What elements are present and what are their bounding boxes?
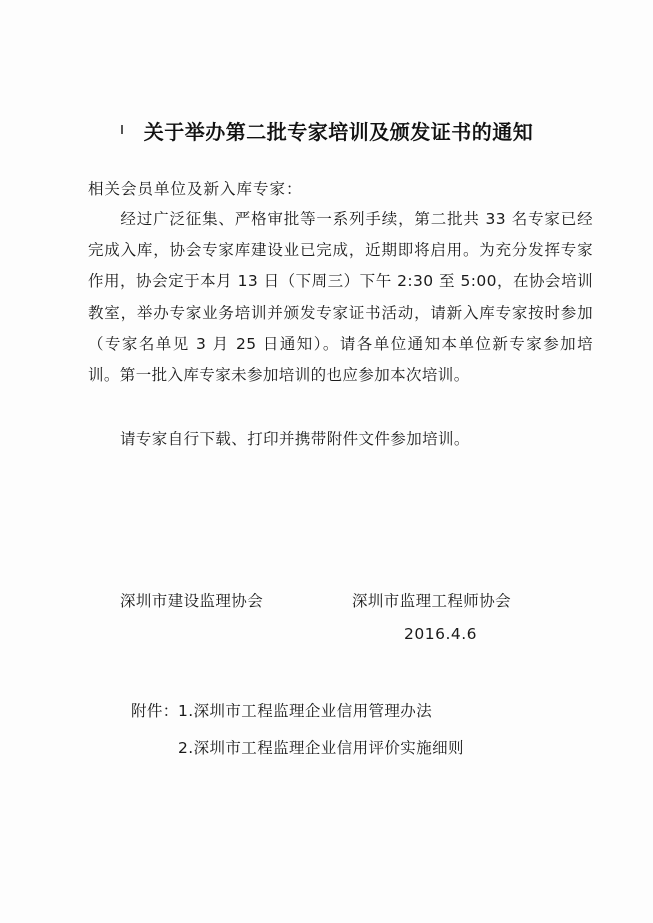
attachments-label: 附件： <box>131 702 179 720</box>
attachment-item: 2.深圳市工程监理企业信用评价实施细则 <box>178 739 464 757</box>
body-paragraph-2 <box>88 427 470 449</box>
document-title: 关于举办第二批专家培训及颁发证书的通知 <box>143 120 534 144</box>
signature-date: 2016.4.6 <box>404 625 478 643</box>
attachment-item: 1.深圳市工程监理企业信用管理办法 <box>178 702 433 720</box>
signature-org-construction: 深圳市建设监理协会 <box>120 592 264 610</box>
signature-org-engineers: 深圳市监理工程师协会 <box>352 592 512 610</box>
body-paragraph-2-text: 请专家自行下载、打印并携带附件文件参加培训。 <box>120 430 470 448</box>
body-paragraph-1-text: 经过广泛征集、严格审批等一系列手续，第二批共 33 名专家已经完成入库，协会专家库建设业已完成，近期即将启用。为充分发挥专家作用，协会定于本月 13 日（下周三）下午 2:30 至 5:00，在协会培训教室，举办专家业务培训并颁发专家证书活动，请新入库专家按时参加（专家名单见 3 月 25 日通知）。请各单位通知本单位新专家参加培训。第一批入库专家未参加培训的也应参加本次培训。 <box>88 210 593 385</box>
body-paragraph-1 <box>88 204 593 391</box>
salutation: 相关会员单位及新入库专家： <box>88 180 303 198</box>
